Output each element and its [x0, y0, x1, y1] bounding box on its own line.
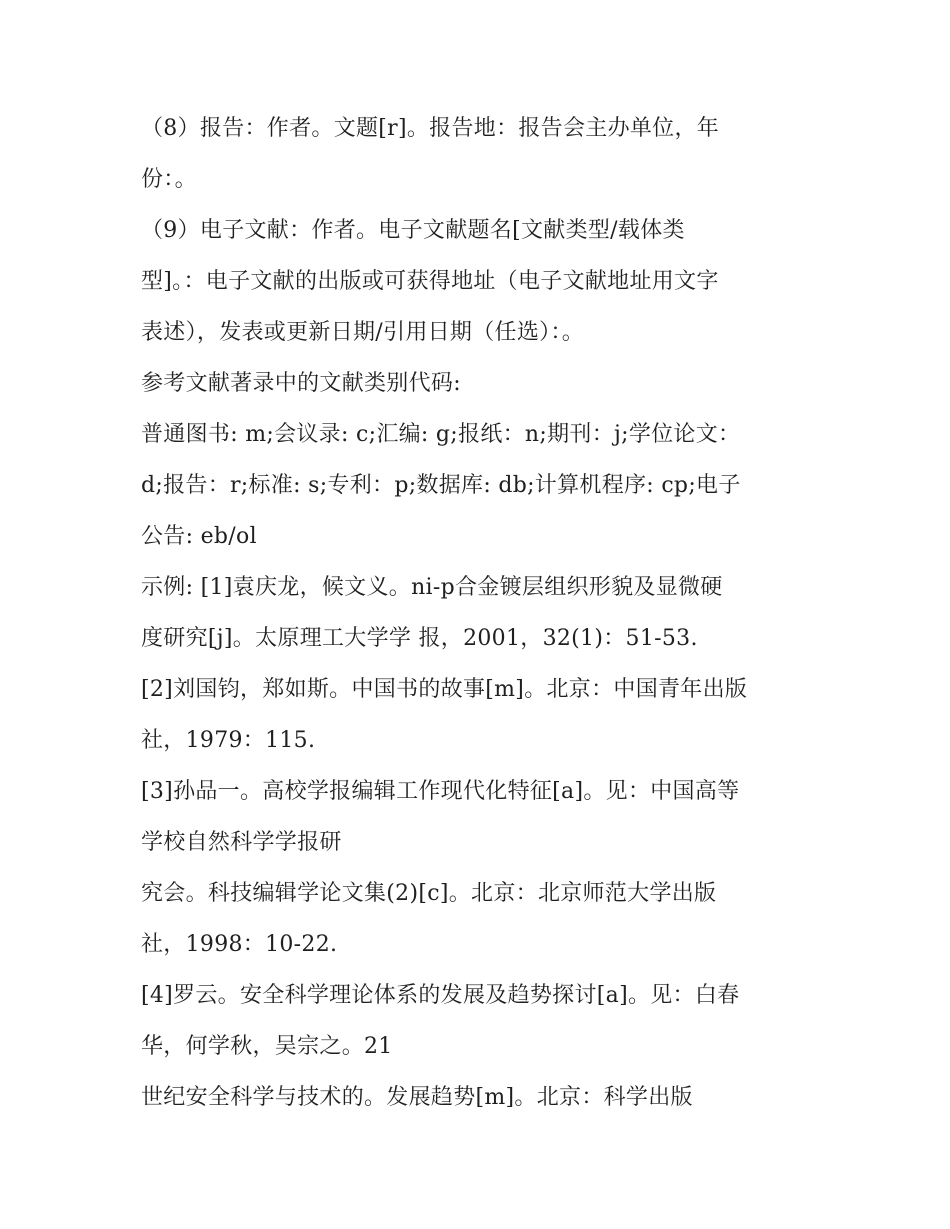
text-line: 社，1979：115.: [141, 728, 316, 753]
text-line: 究会。科技编辑学论文集(2)[c]。北京：北京师范大学出版: [141, 881, 717, 906]
text-line: [3]孙品一。高校学报编辑工作现代化特征[a]。见：中国高等: [141, 779, 740, 804]
text-line: [2]刘国钧，郑如斯。中国书的故事[m]。北京：中国青年出版: [141, 677, 748, 702]
text-line: 世纪安全科学与技术的。发展趋势[m]。北京：科学出版: [141, 1085, 693, 1110]
text-line: 华，何学秋，吴宗之。21: [141, 1034, 393, 1059]
text-line: 表述），发表或更新日期/引用日期（任选）：。: [141, 320, 585, 345]
text-line: 公告: eb/ol: [141, 524, 257, 549]
text-line: 参考文献著录中的文献类别代码:: [141, 371, 461, 396]
text-line: （9）电子文献：作者。电子文献题名[文献类型/载体类: [141, 218, 685, 243]
text-line: 社，1998：10-22.: [141, 932, 338, 957]
text-line: 度研究[j]。太原理工大学学 报，2001，32(1)：51-53.: [141, 626, 698, 651]
text-line: 示例: [1]袁庆龙，候文义。ni-p合金镀层组织形貌及显微硬: [141, 575, 723, 600]
text-line: 型]。：电子文献的出版或可获得地址（电子文献地址用文字: [141, 269, 719, 294]
text-line: 普通图书: m;会议录: c;汇编: g;报纸：n;期刊：j;学位论文：: [141, 422, 741, 447]
text-line: （8）报告：作者。文题[r]。报告地：报告会主办单位，年: [141, 116, 720, 141]
text-line: 份：。: [141, 167, 197, 192]
text-line: 学校自然科学学报研: [141, 830, 342, 855]
text-line: [4]罗云。安全科学理论体系的发展及趋势探讨[a]。见：白春: [141, 983, 740, 1008]
text-line: d;报告：r;标准: s;专利：p;数据库: db;计算机程序: cp;电子: [141, 473, 741, 498]
